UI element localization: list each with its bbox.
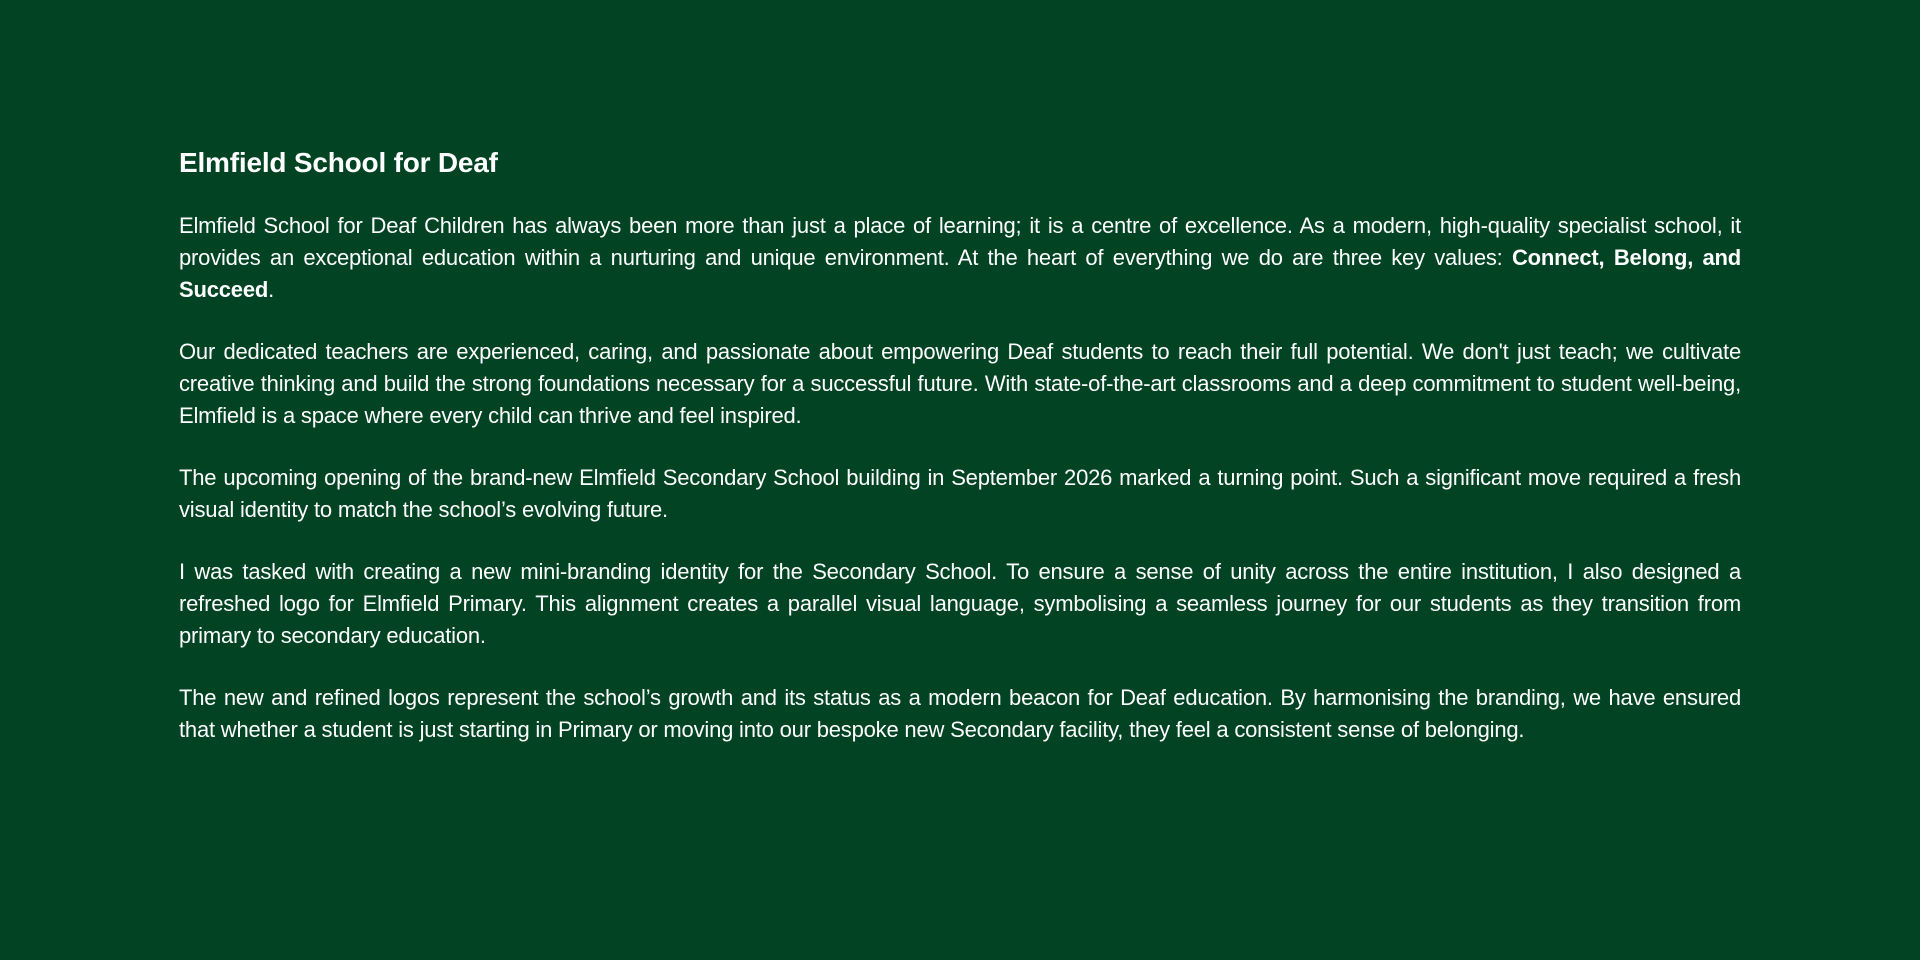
- paragraph-intro-text: Elmfield School for Deaf Children has always been more than just a place of learning; it is a centre of excellence. As a modern, high-quality specialist school, it provides an exceptional education within a nurturing and unique environment. At the heart of everything we do are three key values:: [179, 213, 1741, 270]
- paragraph-new-building: The upcoming opening of the brand-new Elmfield Secondary School building in September 2026 marked a turning point. Such a significant move required a fresh visual identity to match the school’s evolving future.: [179, 465, 1741, 522]
- page-title: Elmfield School for Deaf: [179, 147, 498, 178]
- paragraph-intro-end: .: [268, 277, 275, 302]
- paragraph-teachers: Our dedicated teachers are experienced, caring, and passionate about empowering Deaf students to reach their full potential. We don't just teach; we cultivate creative thinking and build the strong foundations necessary for a successful future. With state-of-the-art classrooms and a deep commitment to student well-being, Elmfield is a space where every child can thrive and feel inspired.: [179, 339, 1741, 428]
- paragraph-refined-logos: The new and refined logos represent the school’s growth and its status as a modern beacon for Deaf education. By harmonising the branding, we have ensured that whether a student is just starting in Primary or moving into our bespoke new Secondary facility, they feel a consistent sense of belonging.: [179, 685, 1741, 742]
- article: [179, 146, 1741, 746]
- paragraph-branding-task: I was tasked with creating a new mini-branding identity for the Secondary School. To ensure a sense of unity across the entire institution, I also designed a refreshed logo for Elmfield Primary. This alignment creates a parallel visual language, symbolising a seamless journey for our students as they transition from primary to secondary education.: [179, 559, 1741, 648]
- key-values: Connect, Belong, and Succeed: [179, 245, 1741, 302]
- paragraph-intro: [179, 210, 1741, 306]
